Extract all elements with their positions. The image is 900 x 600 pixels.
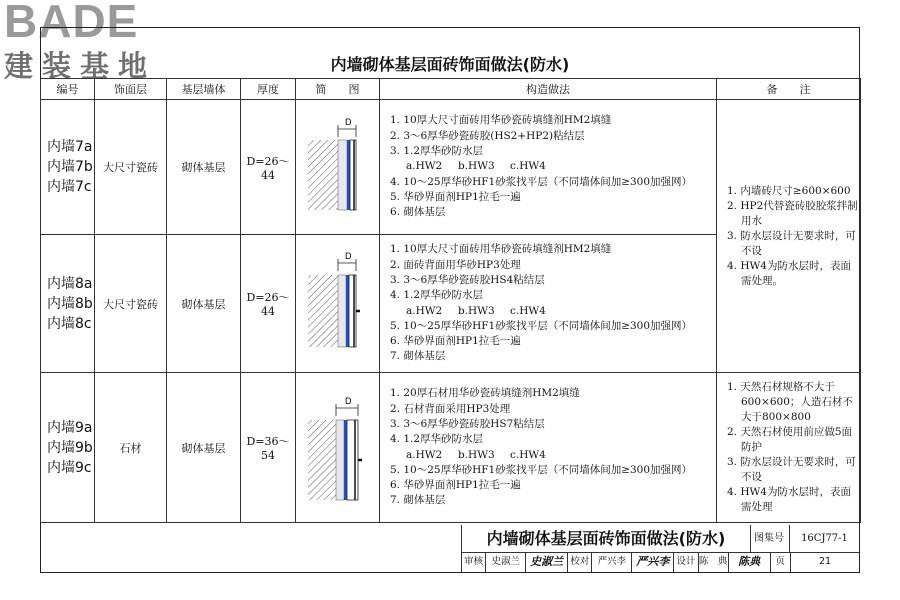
base-cell: 砌体基层 [167, 100, 241, 235]
step-item: 2. 面砖背面用华砂HP3处理 [390, 258, 521, 271]
table-header-row [41, 79, 861, 100]
tile-layer [349, 275, 356, 347]
header-base: 基层墙体 [167, 79, 241, 100]
plaster-layer [338, 140, 347, 210]
table-row [41, 100, 861, 235]
page-label: 页 [771, 552, 791, 572]
masonry-wall [308, 275, 338, 347]
step-item: 3. 3～6厚华砂瓷砖胶HS4粘结层 [390, 273, 545, 286]
step-item: 6. 华砂界面剂HP1拉毛一遍 [390, 335, 521, 348]
note-item: 1. 内墙砖尺寸≥600×600 [727, 184, 851, 197]
title-block [461, 525, 859, 572]
notes-cell [717, 373, 861, 523]
code-item: 内墙8c [47, 315, 92, 332]
sub-options [390, 304, 716, 319]
tile-layer [350, 140, 356, 210]
waterproof-layer [344, 420, 347, 500]
step-item: 2. 3～6厚华砂瓷砖胶(HS2+HP2)粘结层 [390, 129, 585, 142]
step-item: 4. 1.2厚华砂防水层 [390, 289, 484, 302]
code-item: 内墙9b [47, 439, 93, 456]
step-item: 4. 10～25厚华砂HF1砂浆找平层（不同墙体间加≥300加强网） [390, 175, 693, 188]
reviewer-name: 史淑兰 [486, 552, 526, 572]
step-item: 3. 3～6厚华砂瓷砖胶HS7粘结层 [390, 417, 545, 430]
title-block-title: 内墙砌体基层面砖饰面做法(防水) [461, 525, 751, 553]
row-codes [41, 100, 95, 235]
dimension-label: D [345, 117, 352, 127]
logo-text-en: BADE [4, 0, 139, 47]
section-diagram [296, 247, 380, 357]
check-label: 校对 [568, 552, 592, 572]
note-item: 1. 天然石材规格不大于600×600；人造石材不大于800×800 [727, 381, 853, 423]
code-item: 内墙9c [47, 459, 92, 476]
step-item: 1. 10厚大尺寸面砖用华砂瓷砖填缝剂HM2填缝 [390, 114, 612, 127]
reviewer-signature: 史淑兰 [526, 552, 568, 572]
row-codes [41, 373, 95, 523]
atlas-number: 16CJ77-1 [790, 525, 859, 553]
base-cell: 砌体基层 [167, 373, 241, 523]
step-item: 7. 砌体基层 [390, 350, 446, 363]
step-item: 7. 砌体基层 [390, 494, 446, 507]
code-item: 内墙8b [47, 295, 93, 312]
step-item: 3. 1.2厚华砂防水层 [390, 145, 484, 158]
method-cell [380, 235, 717, 373]
review-label: 审核 [461, 552, 486, 572]
note-item: 2. HP2代替瓷砖胶胶浆拌制用水 [727, 199, 858, 227]
masonry-wall [308, 140, 338, 210]
method-cell [380, 100, 717, 235]
stone-layer [347, 420, 358, 500]
sub-options [390, 159, 716, 174]
header-thickness: 厚度 [241, 79, 296, 100]
header-finish: 饰面层 [95, 79, 167, 100]
sub-option: a.HW2 [406, 160, 443, 173]
sub-option: c.HW4 [510, 448, 546, 461]
step-item: 2. 石材背面采用HP3处理 [390, 402, 511, 415]
code-item: 内墙7a [47, 139, 93, 155]
code-item: 内墙7c [47, 179, 92, 195]
step-item: 1. 10厚大尺寸面砖用华砂瓷砖填缝剂HM2填缝 [390, 243, 612, 256]
signature-row [461, 552, 859, 572]
finish-cell: 大尺寸瓷砖 [95, 100, 167, 235]
thickness-cell: D=36～54 [241, 373, 296, 523]
design-label: 设计 [674, 552, 698, 572]
construction-table [40, 78, 861, 523]
designer-name: 陈 典 [699, 552, 729, 572]
step-item: 6. 华砂界面剂HP1拉毛一遍 [390, 479, 521, 492]
step-item: 5. 10～25厚华砂HF1砂浆找平层（不同墙体间加≥300加强网） [390, 463, 693, 476]
sub-option: c.HW4 [510, 160, 546, 173]
diagram-cell [296, 373, 380, 523]
thickness-cell: D=26～44 [241, 100, 296, 235]
diagram-cell [296, 235, 380, 373]
table-row [41, 373, 861, 523]
step-item: 4. 1.2厚华砂防水层 [390, 433, 484, 446]
sub-option: b.HW3 [458, 304, 495, 317]
dimension-label: D [345, 250, 352, 261]
sub-option: a.HW2 [406, 304, 443, 317]
sub-option: b.HW3 [458, 448, 495, 461]
diagram-cell [296, 100, 380, 235]
sub-option: a.HW2 [406, 448, 443, 461]
waterproof-layer [347, 140, 350, 210]
finish-cell: 石材 [95, 373, 167, 523]
step-item: 5. 10～25厚华砂HF1砂浆找平层（不同墙体间加≥300加强网） [390, 319, 693, 332]
base-cell: 砌体基层 [167, 235, 241, 373]
code-item: 内墙9a [47, 419, 93, 436]
sub-option: c.HW4 [510, 304, 546, 317]
drawing-sheet [40, 27, 860, 573]
header-code: 编号 [41, 79, 95, 100]
header-notes: 备 注 [717, 79, 861, 100]
masonry-wall [308, 420, 336, 500]
dimension-label: D [345, 395, 352, 406]
finish-cell: 大尺寸瓷砖 [95, 235, 167, 373]
section-diagram [296, 386, 380, 506]
note-item: 3. 防水层设计无要求时，可不设 [727, 229, 856, 257]
note-item: 2. 天然石材使用前应做5面防护 [727, 426, 853, 453]
step-item: 6. 砌体基层 [390, 206, 446, 219]
section-diagram [296, 115, 380, 215]
plaster-layer [336, 420, 344, 500]
code-item: 内墙7b [47, 159, 93, 175]
header-method: 构造做法 [380, 79, 717, 100]
step-item: 1. 20厚石材用华砂瓷砖填缝剂HM2填缝 [390, 387, 580, 400]
logo-text-cn: 建装基地 [4, 49, 157, 83]
checker-signature: 严兴李 [632, 552, 674, 572]
code-item: 内墙8a [47, 275, 93, 292]
designer-signature: 陈典 [729, 552, 771, 572]
atlas-label: 图集号 [749, 525, 790, 553]
thickness-cell: D=26～44 [241, 235, 296, 373]
row-codes [41, 235, 95, 373]
plaster-layer [338, 275, 346, 347]
notes-cell [717, 100, 861, 373]
page-title: 内墙砌体基层面砖饰面做法(防水) [330, 55, 570, 74]
checker-name: 严兴李 [592, 552, 632, 572]
sub-option: b.HW3 [458, 160, 495, 173]
step-item: 5. 华砂界面剂HP1拉毛一遍 [390, 190, 521, 203]
note-item: 4. HW4为防水层时，表面需处理。 [727, 259, 851, 287]
note-item: 4. HW4为防水层时，表面需处理 [727, 486, 851, 513]
method-cell [380, 373, 717, 523]
sub-options [390, 448, 716, 463]
note-item: 3. 防水层设计无要求时，可不设 [727, 456, 856, 483]
page-number: 21 [818, 556, 832, 567]
header-diagram: 简 图 [296, 79, 380, 100]
waterproof-layer [346, 275, 349, 347]
